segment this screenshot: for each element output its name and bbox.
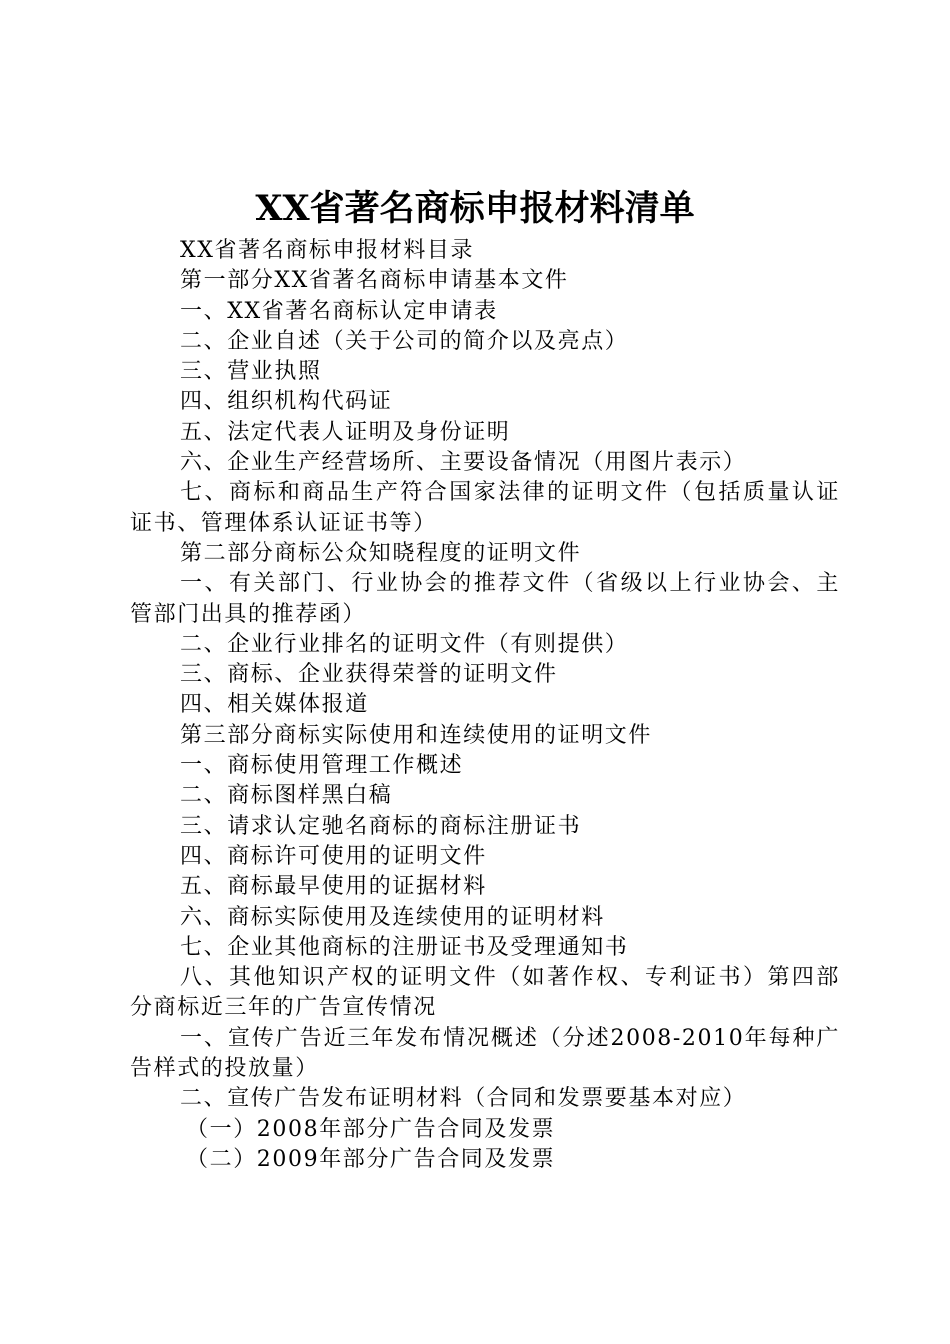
list-item: 一、有关部门、行业协会的推荐文件（省级以上行业协会、主管部门出具的推荐函）	[130, 571, 840, 627]
list-item: 一、商标使用管理工作概述	[180, 753, 464, 779]
list-item: 三、营业执照	[180, 359, 322, 385]
list-item: 二、企业行业排名的证明文件（有则提供）	[180, 631, 629, 657]
list-item: 二、企业自述（关于公司的简介以及亮点）	[180, 328, 629, 354]
list-item: 八、其他知识产权的证明文件（如著作权、专利证书）第四部分商标近三年的广告宣传情况	[130, 965, 840, 1021]
list-item: 二、商标图样黑白稿	[180, 783, 393, 809]
list-item: 三、商标、企业获得荣誉的证明文件	[180, 662, 558, 688]
sub-list-item: （一）2008年部分广告合同及发票	[186, 1116, 556, 1142]
list-item: 一、宣传广告近三年发布情况概述（分述2008-2010年每种广告样式的投放量）	[130, 1025, 840, 1082]
list-item: 六、企业生产经营场所、主要设备情况（用图片表示）	[180, 450, 747, 476]
list-item: 七、商标和商品生产符合国家法律的证明文件（包括质量认证证书、管理体系认证证书等）	[130, 480, 840, 536]
list-item: 三、请求认定驰名商标的商标注册证书	[180, 813, 582, 839]
list-item: 一、XX省著名商标认定申请表	[180, 298, 498, 324]
list-item: 四、商标许可使用的证明文件	[180, 843, 487, 869]
list-item: 四、组织机构代码证	[180, 389, 393, 415]
list-item: 五、商标最早使用的证据材料	[180, 874, 487, 900]
paragraph: XX省著名商标申报材料目录	[180, 238, 475, 263]
document-title: XX省著名商标申报材料清单	[255, 188, 695, 229]
document-body	[130, 236, 840, 1175]
list-item: 二、宣传广告发布证明材料（合同和发票要基本对应）	[180, 1086, 747, 1112]
section-heading: 第一部分XX省著名商标申请基本文件	[180, 268, 569, 294]
sub-list-item: （二）2009年部分广告合同及发票	[186, 1146, 556, 1172]
list-item: 六、商标实际使用及连续使用的证明材料	[180, 904, 605, 930]
list-item: 七、企业其他商标的注册证书及受理通知书	[180, 934, 629, 960]
section-heading: 第三部分商标实际使用和连续使用的证明文件	[180, 722, 653, 748]
section-heading: 第二部分商标公众知晓程度的证明文件	[180, 540, 582, 566]
list-item: 四、相关媒体报道	[180, 692, 369, 718]
list-item: 五、法定代表人证明及身份证明	[180, 419, 511, 445]
